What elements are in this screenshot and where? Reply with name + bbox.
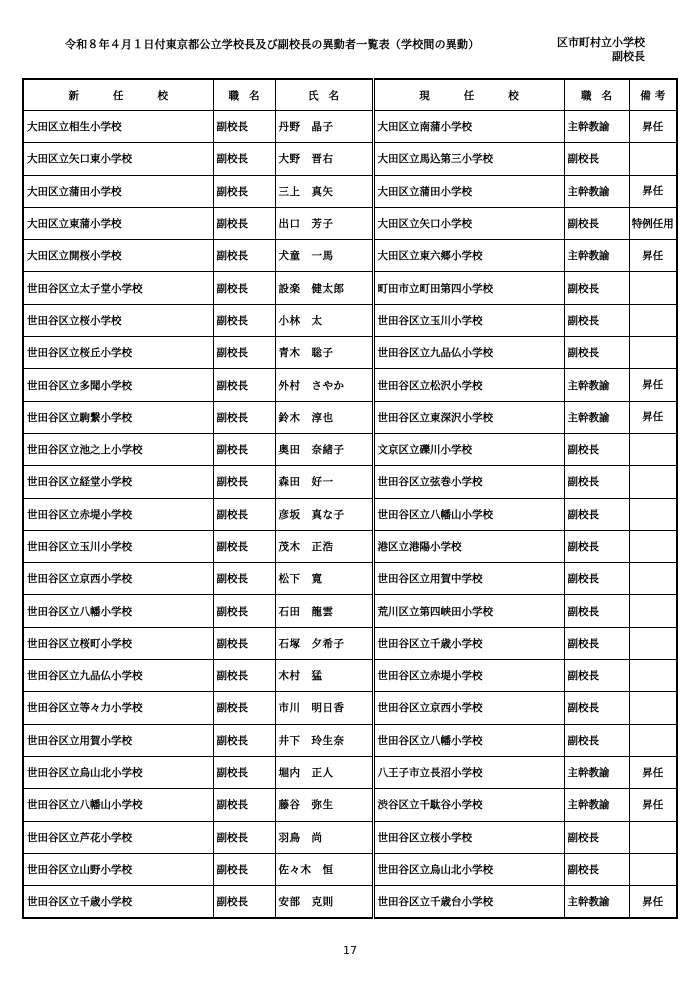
cell-current-position: 副校長 — [564, 207, 629, 239]
cell-new-school: 世田谷区立京西小学校 — [23, 563, 213, 595]
cell-note — [629, 821, 677, 853]
cell-note — [629, 272, 677, 304]
cell-name: 小林 太 — [275, 304, 373, 336]
cell-note: 昇任 — [629, 175, 677, 207]
cell-new-school: 世田谷区立駒繋小学校 — [23, 401, 213, 433]
cell-note — [629, 724, 677, 756]
cell-new-school: 世田谷区立烏山北小学校 — [23, 756, 213, 788]
cell-current-school: 大田区立馬込第三小学校 — [373, 143, 564, 175]
cell-new-school: 大田区立矢口東小学校 — [23, 143, 213, 175]
table-row — [23, 466, 677, 498]
cell-new-school: 世田谷区立芦花小学校 — [23, 821, 213, 853]
cell-current-position: 副校長 — [564, 821, 629, 853]
cell-position: 副校長 — [213, 853, 275, 885]
cell-current-school: 世田谷区立千歳台小学校 — [373, 886, 564, 919]
cell-new-school: 世田谷区立八幡小学校 — [23, 595, 213, 627]
header-current-position: 職名 — [564, 79, 629, 111]
table-row — [23, 789, 677, 821]
table-row — [23, 853, 677, 885]
cell-note — [629, 660, 677, 692]
header-position: 職名 — [213, 79, 275, 111]
cell-new-school: 大田区立蒲田小学校 — [23, 175, 213, 207]
cell-current-position: 副校長 — [564, 530, 629, 562]
cell-current-school: 世田谷区立玉川小学校 — [373, 304, 564, 336]
cell-name: 三上 真矢 — [275, 175, 373, 207]
cell-current-school: 大田区立南蒲小学校 — [373, 111, 564, 143]
cell-note: 昇任 — [629, 369, 677, 401]
cell-new-school: 世田谷区立山野小学校 — [23, 853, 213, 885]
cell-current-school: 大田区立蒲田小学校 — [373, 175, 564, 207]
cell-current-school: 港区立港陽小学校 — [373, 530, 564, 562]
table-row — [23, 692, 677, 724]
table-row — [23, 337, 677, 369]
cell-current-position: 副校長 — [564, 853, 629, 885]
cell-name: 外村 さやか — [275, 369, 373, 401]
cell-name: 茂木 正浩 — [275, 530, 373, 562]
cell-note: 昇任 — [629, 756, 677, 788]
cell-name: 鈴木 淳也 — [275, 401, 373, 433]
table-row — [23, 433, 677, 465]
cell-current-school: 世田谷区立赤堤小学校 — [373, 660, 564, 692]
cell-name: 井下 玲生奈 — [275, 724, 373, 756]
cell-name: 松下 寛 — [275, 563, 373, 595]
cell-new-school: 世田谷区立赤堤小学校 — [23, 498, 213, 530]
cell-current-school: 世田谷区立松沢小学校 — [373, 369, 564, 401]
cell-new-school: 世田谷区立池之上小学校 — [23, 433, 213, 465]
cell-current-position: 主幹教諭 — [564, 886, 629, 919]
cell-current-position: 主幹教諭 — [564, 175, 629, 207]
cell-note — [629, 143, 677, 175]
cell-current-school: 八王子市立長沼小学校 — [373, 756, 564, 788]
table-row — [23, 111, 677, 143]
cell-current-school: 文京区立礫川小学校 — [373, 433, 564, 465]
cell-new-school: 世田谷区立八幡山小学校 — [23, 789, 213, 821]
cell-current-school: 世田谷区立八幡小学校 — [373, 724, 564, 756]
cell-current-school: 世田谷区立東深沢小学校 — [373, 401, 564, 433]
cell-position: 副校長 — [213, 498, 275, 530]
cell-name: 佐々木 恒 — [275, 853, 373, 885]
table-row — [23, 272, 677, 304]
cell-note: 特例任用 — [629, 207, 677, 239]
cell-note — [629, 433, 677, 465]
cell-name: 大野 晋右 — [275, 143, 373, 175]
table-body — [23, 111, 677, 919]
cell-position: 副校長 — [213, 466, 275, 498]
cell-position: 副校長 — [213, 111, 275, 143]
cell-note: 昇任 — [629, 111, 677, 143]
cell-new-school: 世田谷区立経堂小学校 — [23, 466, 213, 498]
cell-position: 副校長 — [213, 724, 275, 756]
cell-current-school: 世田谷区立烏山北小学校 — [373, 853, 564, 885]
cell-position: 副校長 — [213, 789, 275, 821]
table-row — [23, 143, 677, 175]
table-row — [23, 369, 677, 401]
table-row — [23, 724, 677, 756]
cell-current-position: 副校長 — [564, 724, 629, 756]
cell-name: 安部 克則 — [275, 886, 373, 919]
cell-position: 副校長 — [213, 530, 275, 562]
cell-name: 森田 好一 — [275, 466, 373, 498]
cell-current-position: 主幹教諭 — [564, 401, 629, 433]
cell-note — [629, 304, 677, 336]
cell-new-school: 大田区立相生小学校 — [23, 111, 213, 143]
cell-current-position: 副校長 — [564, 337, 629, 369]
cell-current-school: 世田谷区立桜小学校 — [373, 821, 564, 853]
cell-position: 副校長 — [213, 369, 275, 401]
cell-position: 副校長 — [213, 756, 275, 788]
cell-current-position: 副校長 — [564, 692, 629, 724]
cell-name: 奥田 奈緒子 — [275, 433, 373, 465]
cell-name: 木村 猛 — [275, 660, 373, 692]
table-row — [23, 756, 677, 788]
cell-current-school: 世田谷区立九品仏小学校 — [373, 337, 564, 369]
cell-current-position: 副校長 — [564, 595, 629, 627]
document-title: 令和８年４月１日付東京都公立学校長及び副校長の異動者一覧表（学校間の異動） — [65, 38, 480, 51]
cell-name: 市川 明日香 — [275, 692, 373, 724]
transfer-table — [22, 78, 678, 919]
cell-position: 副校長 — [213, 627, 275, 659]
cell-new-school: 世田谷区立桜小学校 — [23, 304, 213, 336]
cell-name: 犬童 一馬 — [275, 240, 373, 272]
cell-current-position: 主幹教諭 — [564, 756, 629, 788]
cell-new-school: 世田谷区立玉川小学校 — [23, 530, 213, 562]
cell-new-school: 世田谷区立千歳小学校 — [23, 886, 213, 919]
cell-position: 副校長 — [213, 401, 275, 433]
cell-current-school: 渋谷区立千駄谷小学校 — [373, 789, 564, 821]
cell-note — [629, 595, 677, 627]
cell-note — [629, 853, 677, 885]
table-row — [23, 886, 677, 919]
cell-current-school: 世田谷区立用賀中学校 — [373, 563, 564, 595]
cell-current-position: 副校長 — [564, 660, 629, 692]
cell-position: 副校長 — [213, 337, 275, 369]
cell-new-school: 世田谷区立等々力小学校 — [23, 692, 213, 724]
cell-note — [629, 466, 677, 498]
cell-name: 丹野 晶子 — [275, 111, 373, 143]
cell-new-school: 世田谷区立桜丘小学校 — [23, 337, 213, 369]
cell-position: 副校長 — [213, 143, 275, 175]
cell-name: 堀内 正人 — [275, 756, 373, 788]
table-row — [23, 498, 677, 530]
cell-current-position: 副校長 — [564, 627, 629, 659]
table-row — [23, 175, 677, 207]
cell-position: 副校長 — [213, 240, 275, 272]
cell-position: 副校長 — [213, 175, 275, 207]
cell-name: 羽鳥 尚 — [275, 821, 373, 853]
cell-current-school: 世田谷区立千歳小学校 — [373, 627, 564, 659]
cell-note — [629, 627, 677, 659]
cell-current-school: 大田区立東六郷小学校 — [373, 240, 564, 272]
cell-current-position: 副校長 — [564, 272, 629, 304]
cell-new-school: 世田谷区立桜町小学校 — [23, 627, 213, 659]
table-row — [23, 401, 677, 433]
cell-current-school: 町田市立町田第四小学校 — [373, 272, 564, 304]
table-row — [23, 821, 677, 853]
cell-name: 石田 龍雲 — [275, 595, 373, 627]
cell-new-school: 世田谷区立多聞小学校 — [23, 369, 213, 401]
cell-position: 副校長 — [213, 821, 275, 853]
scope-position: 副校長 — [612, 50, 645, 63]
table-row — [23, 240, 677, 272]
table-header-row — [23, 79, 677, 111]
cell-name: 藤谷 弥生 — [275, 789, 373, 821]
cell-note — [629, 530, 677, 562]
cell-position: 副校長 — [213, 692, 275, 724]
cell-position: 副校長 — [213, 272, 275, 304]
cell-name: 石塚 夕希子 — [275, 627, 373, 659]
scope-school-type: 区市町村立小学校 — [557, 36, 645, 49]
header-note: 備考 — [629, 79, 677, 111]
cell-position: 副校長 — [213, 595, 275, 627]
cell-note — [629, 337, 677, 369]
cell-position: 副校長 — [213, 886, 275, 919]
cell-new-school: 世田谷区立九品仏小学校 — [23, 660, 213, 692]
cell-new-school: 大田区立開桜小学校 — [23, 240, 213, 272]
cell-current-position: 主幹教諭 — [564, 789, 629, 821]
cell-current-position: 主幹教諭 — [564, 369, 629, 401]
cell-new-school: 世田谷区立太子堂小学校 — [23, 272, 213, 304]
cell-current-school: 世田谷区立八幡山小学校 — [373, 498, 564, 530]
cell-current-position: 副校長 — [564, 143, 629, 175]
cell-current-school: 大田区立矢口小学校 — [373, 207, 564, 239]
cell-note: 昇任 — [629, 401, 677, 433]
cell-current-position: 副校長 — [564, 433, 629, 465]
table-row — [23, 304, 677, 336]
cell-current-school: 荒川区立第四峡田小学校 — [373, 595, 564, 627]
cell-current-position: 副校長 — [564, 563, 629, 595]
cell-position: 副校長 — [213, 563, 275, 595]
cell-new-school: 世田谷区立用賀小学校 — [23, 724, 213, 756]
cell-current-position: 副校長 — [564, 466, 629, 498]
cell-note — [629, 498, 677, 530]
header-current-school: 現任校 — [373, 79, 564, 111]
header-new-school: 新任校 — [23, 79, 213, 111]
table-row — [23, 207, 677, 239]
cell-current-school: 世田谷区立弦巻小学校 — [373, 466, 564, 498]
header-name: 氏名 — [275, 79, 373, 111]
cell-name: 彦坂 真な子 — [275, 498, 373, 530]
table-row — [23, 627, 677, 659]
cell-name: 出口 芳子 — [275, 207, 373, 239]
cell-position: 副校長 — [213, 304, 275, 336]
cell-note: 昇任 — [629, 886, 677, 919]
cell-name: 青木 聡子 — [275, 337, 373, 369]
cell-current-position: 副校長 — [564, 304, 629, 336]
cell-current-position: 副校長 — [564, 498, 629, 530]
cell-note: 昇任 — [629, 240, 677, 272]
cell-note — [629, 563, 677, 595]
cell-current-position: 主幹教諭 — [564, 240, 629, 272]
table-row — [23, 660, 677, 692]
page-number: 17 — [343, 944, 357, 957]
table-row — [23, 595, 677, 627]
cell-note: 昇任 — [629, 789, 677, 821]
cell-position: 副校長 — [213, 207, 275, 239]
cell-position: 副校長 — [213, 660, 275, 692]
cell-current-position: 主幹教諭 — [564, 111, 629, 143]
cell-current-school: 世田谷区立京西小学校 — [373, 692, 564, 724]
document-scope — [545, 36, 645, 64]
cell-note — [629, 692, 677, 724]
cell-new-school: 大田区立東蒲小学校 — [23, 207, 213, 239]
cell-name: 設楽 健太郎 — [275, 272, 373, 304]
cell-position: 副校長 — [213, 433, 275, 465]
table-row — [23, 563, 677, 595]
table-row — [23, 530, 677, 562]
